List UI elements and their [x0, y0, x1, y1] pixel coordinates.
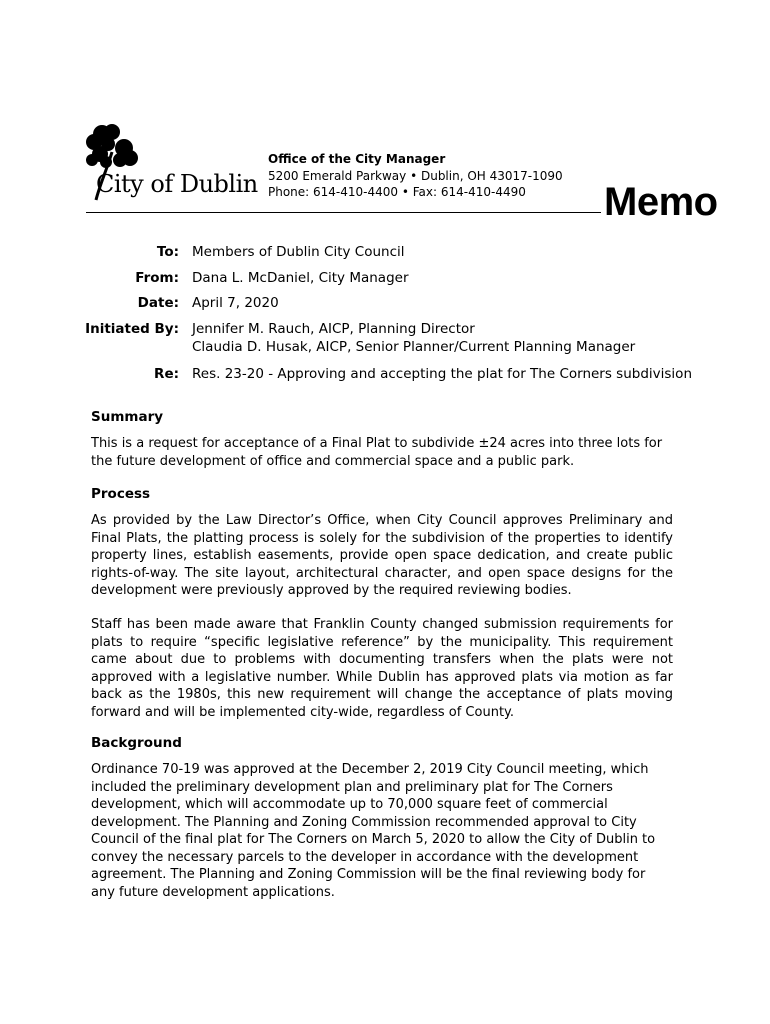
office-address-block [268, 151, 563, 201]
background-paragraph: Ordinance 70-19 was approved at the December 2, 2019 City Council meeting, which included the preliminary development plan and preliminary plat for The Corners development, which will accommodate up to 70,000 square feet of commercial development. The Planning and Zoning Commission recommended approval to City Council of the final plat for The Corners on March 5, 2020 to allow the City of Dublin to convey the necessary parcels to the developer in accordance with the development agreement. The Planning and Zoning Commission will be the final reviewing body for any future development applications. [91, 762, 656, 900]
office-phone-fax: Phone: 614-410-4400 • Fax: 614-410-4490 [268, 185, 526, 199]
re-value: Res. 23-20 - Approving and accepting the plat for The Corners subdivision [192, 366, 692, 382]
summary-heading: Summary [91, 409, 164, 425]
re-label: Re: [154, 366, 179, 382]
process-heading: Process [91, 486, 151, 502]
city-logo [84, 122, 259, 202]
initiated-value-1: Jennifer M. Rauch, AICP, Planning Director [192, 321, 475, 337]
header-divider [86, 212, 601, 213]
background-heading: Background [91, 735, 182, 751]
to-value: Members of Dublin City Council [192, 244, 405, 260]
date-value: April 7, 2020 [192, 295, 279, 311]
to-label: To: [156, 244, 179, 260]
memo-title: Memo [604, 180, 718, 224]
summary-paragraph: This is a request for acceptance of a Final Plat to subdivide ±24 acres into three lots for the future development of office and commercial space and a public park. [91, 436, 663, 469]
from-value: Dana L. McDaniel, City Manager [192, 270, 409, 286]
initiated-label: Initiated By: [85, 321, 179, 337]
from-label: From: [135, 270, 179, 286]
date-label: Date: [137, 295, 179, 311]
logo-wordmark: City of Dublin [96, 170, 258, 198]
office-title: Office of the City Manager [268, 152, 446, 166]
initiated-value-2: Claudia D. Husak, AICP, Senior Planner/Current Planning Manager [192, 339, 636, 355]
office-address: 5200 Emerald Parkway • Dublin, OH 43017-1090 [268, 168, 563, 183]
process-paragraph-2: Staff has been made aware that Franklin County changed submission requirements for plats to require “specific legislative reference” by the municipality. This requirement came about due to problems with documenting transfers when the plats were not approved with a legislative number. While Dublin has approved plats via motion as far back as the 1980s, this new requirement will change the acceptance of plats moving forward and will be implemented city-wide, regardless of County. [91, 617, 673, 720]
process-paragraph-1: As provided by the Law Director’s Office, when City Council approves Preliminary and Final Plats, the platting process is solely for the subdivision of the properties to identify property lines, establish easements, provide open space dedication, and create public rights-of-way. The site layout, architectural character, and open space designs for the development were previously approved by the required reviewing bodies. [91, 513, 673, 598]
